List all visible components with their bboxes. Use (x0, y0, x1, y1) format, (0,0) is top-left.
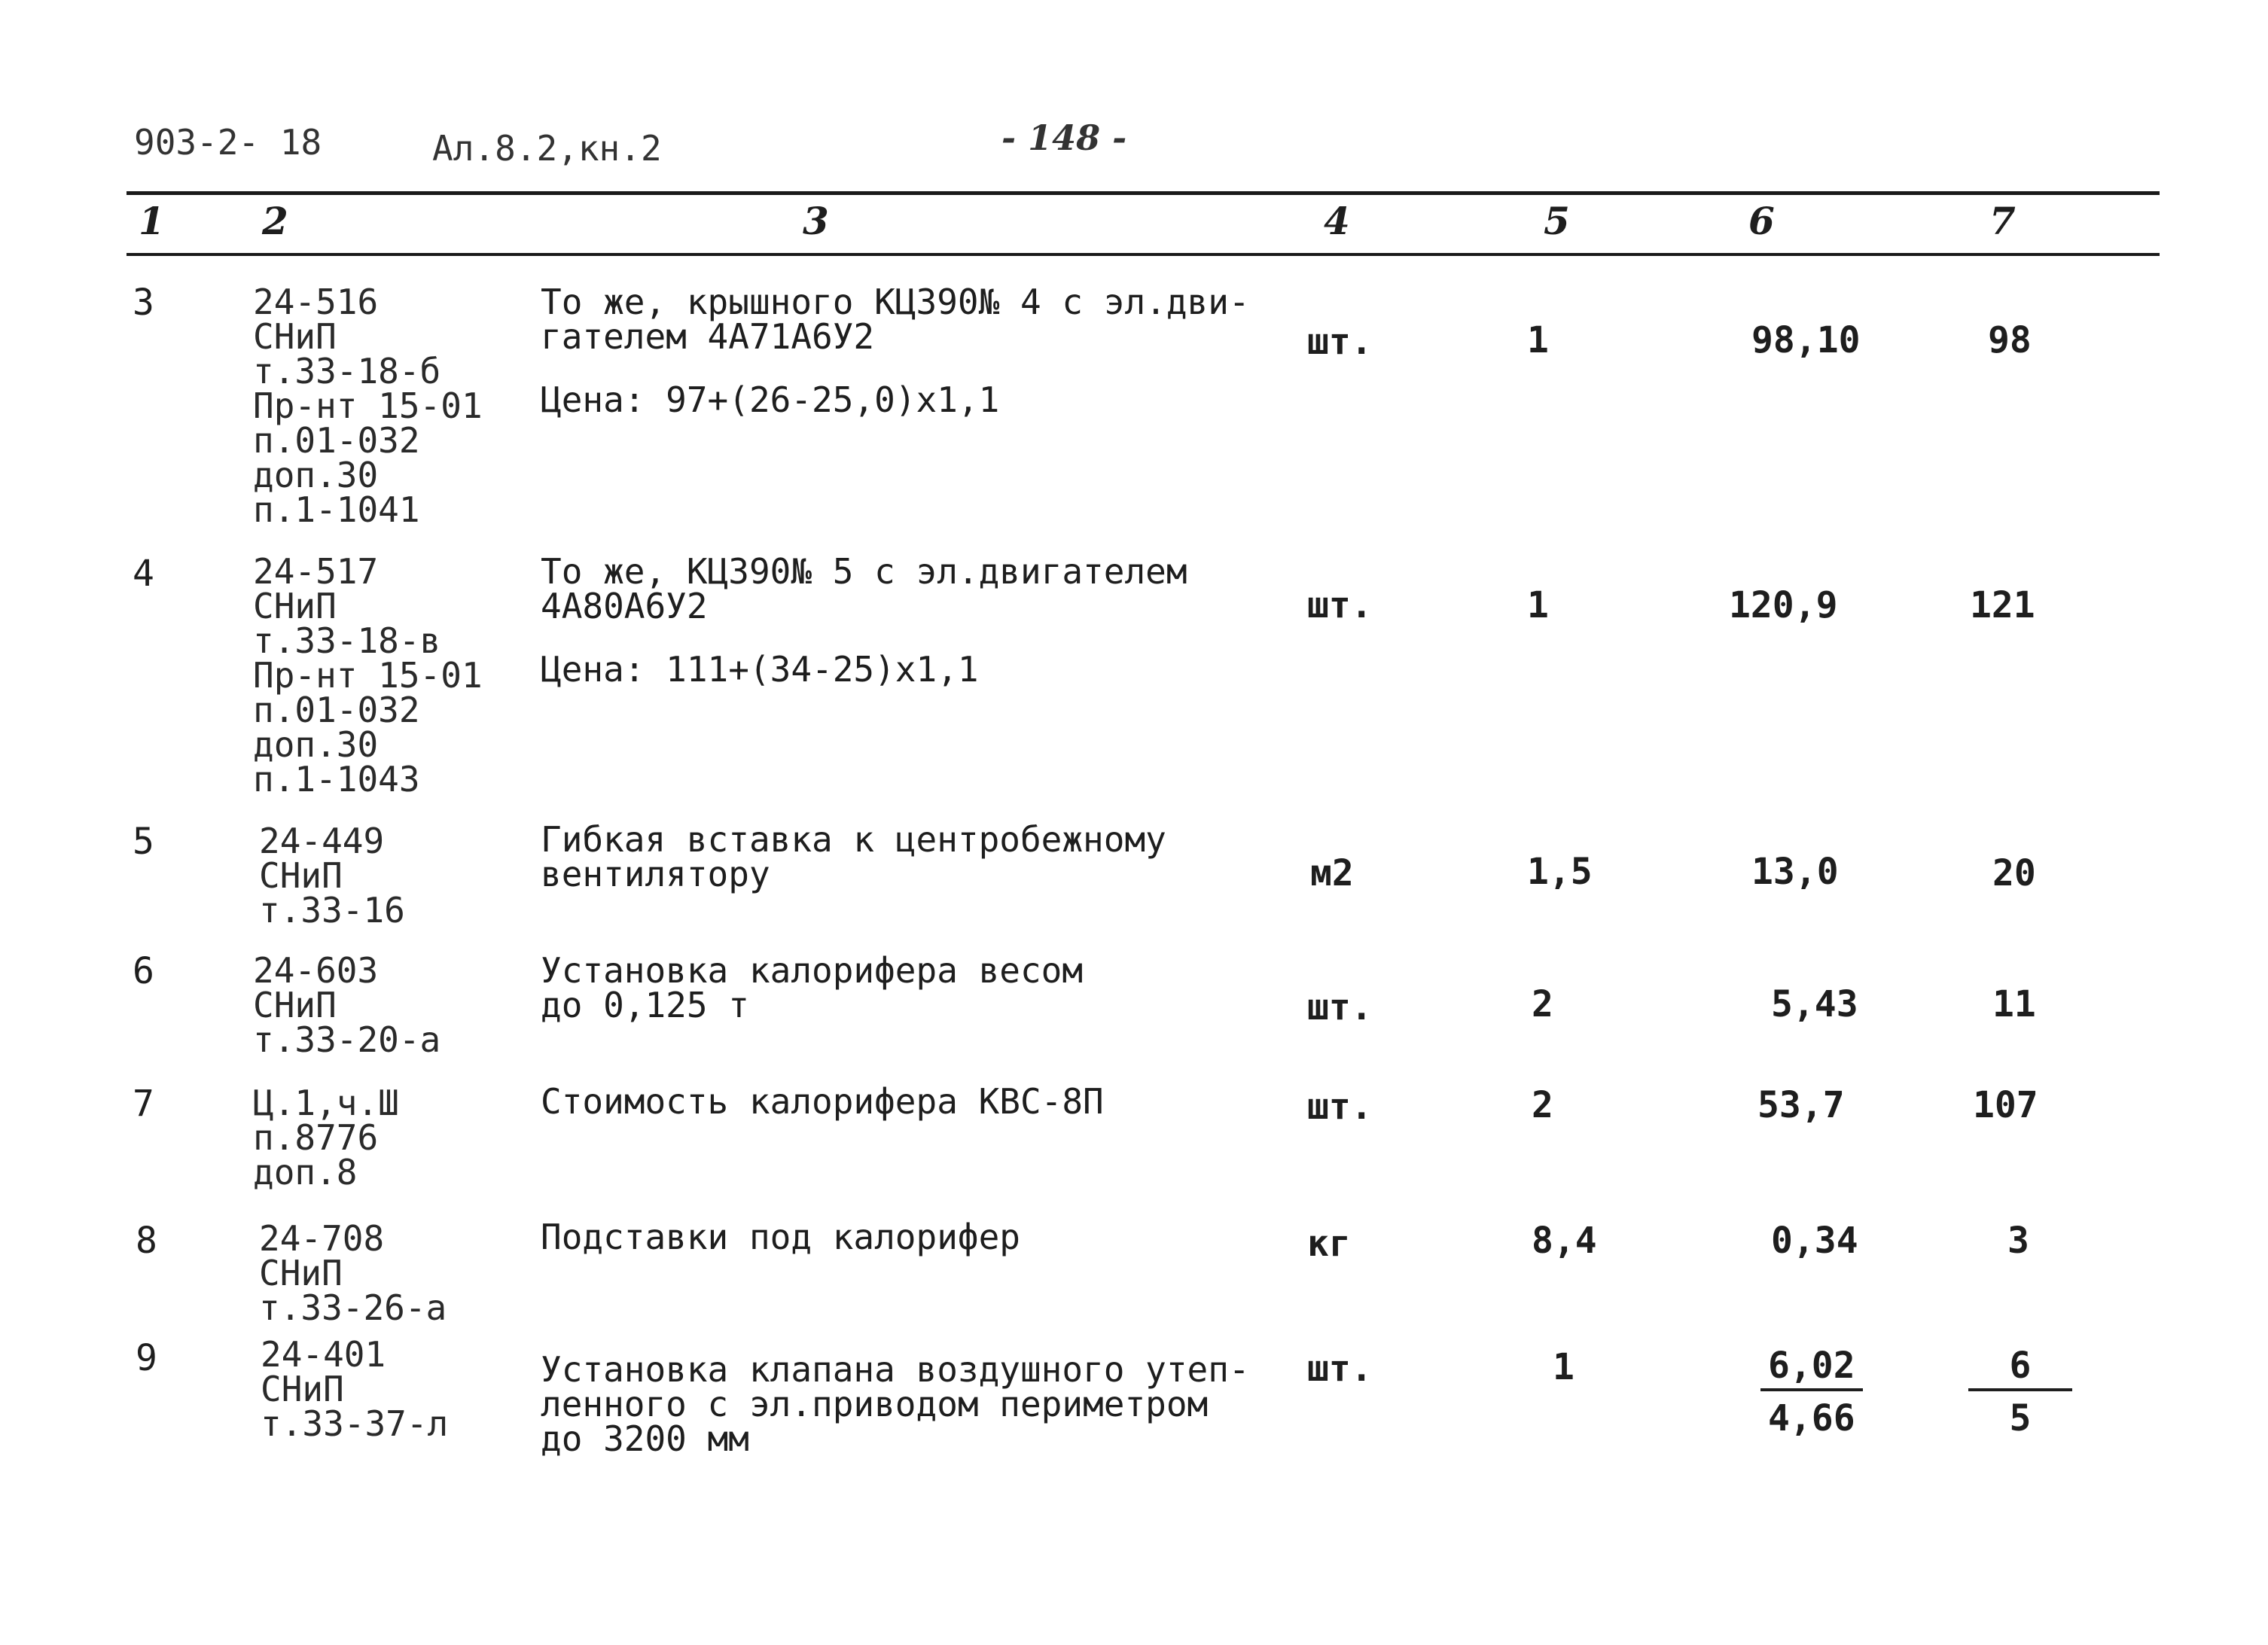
total-cost-numerator: 6 (1968, 1345, 2072, 1391)
header-rule (127, 253, 2160, 256)
column-number-4: 4 (1324, 199, 1350, 243)
unit-price: 0,34 (1771, 1220, 1858, 1262)
quantity: 1 (1527, 319, 1549, 361)
norm-reference: 24-516 СНиП т.33-18-б Пр-нт 15-01 п.01-032 доп.30 п.1-1041 (253, 282, 483, 530)
unit: шт. (1307, 1348, 1373, 1390)
quantity: 1,5 (1527, 851, 1593, 893)
unit: шт. (1307, 321, 1373, 363)
quantity: 2 (1532, 983, 1553, 1025)
norm-reference: 24-603 СНиП т.33-20-а (253, 950, 441, 1060)
quantity: 8,4 (1532, 1220, 1597, 1262)
work-description: Подставки под калорифер (541, 1217, 1020, 1257)
unit-price: 98,10 (1751, 319, 1861, 361)
norm-reference: Ц.1,ч.Ш п.8776 доп.8 (253, 1083, 399, 1193)
row-number: 6 (133, 950, 154, 992)
unit-price-fraction (1760, 1345, 1863, 1439)
total-cost-fraction (1968, 1345, 2072, 1439)
unit-price: 53,7 (1757, 1084, 1845, 1126)
unit-price-denominator: 4,66 (1768, 1397, 1855, 1439)
total-cost: 3 (2007, 1220, 2029, 1262)
total-cost: 98 (1988, 319, 2032, 361)
page-number: - 148 - (1001, 117, 1127, 158)
album-reference: Ал.8.2,кн.2 (432, 128, 662, 169)
unit: шт. (1307, 1086, 1373, 1128)
work-description: Установка калорифера весом до 0,125 т (541, 950, 1084, 1025)
norm-reference: 24-517 СНиП т.33-18-в Пр-нт 15-01 п.01-032 доп.30 п.1-1043 (253, 551, 483, 800)
row-number: 3 (133, 282, 154, 324)
work-description: Установка клапана воздушного утеп- ленного с эл.приводом периметром до 3200 мм (541, 1349, 1250, 1459)
row-number: 4 (133, 553, 154, 595)
column-number-5: 5 (1544, 199, 1570, 243)
unit: кг (1307, 1223, 1351, 1265)
quantity: 1 (1553, 1346, 1574, 1388)
total-cost-denominator: 5 (2009, 1397, 2032, 1439)
unit: м2 (1310, 852, 1354, 894)
norm-reference: 24-708 СНиП т.33-26-а (259, 1218, 447, 1328)
column-number-7: 7 (1989, 199, 2016, 243)
row-number: 5 (133, 821, 154, 863)
unit-price: 120,9 (1729, 584, 1838, 626)
norm-reference: 24-401 СНиП т.33-37-л (261, 1334, 449, 1444)
work-description: То же, КЦ390№ 5 с эл.двигателем 4А80А6У2 (541, 551, 1187, 626)
column-number-2: 2 (262, 199, 288, 243)
price-note: Цена: 111+(34-25)х1,1 (541, 649, 979, 690)
total-cost: 121 (1970, 584, 2035, 626)
top-rule (127, 191, 2160, 195)
row-number: 7 (133, 1083, 154, 1125)
quantity: 1 (1527, 584, 1549, 626)
row-number: 8 (136, 1220, 157, 1262)
unit-price-numerator: 6,02 (1760, 1345, 1863, 1391)
doc-number: 903-2- 18 (134, 122, 322, 163)
total-cost: 11 (1992, 983, 2036, 1025)
unit-price: 13,0 (1751, 851, 1839, 893)
total-cost: 20 (1992, 852, 2036, 894)
column-number-1: 1 (139, 199, 165, 243)
work-description: То же, крышного КЦ390№ 4 с эл.дви- гателем 4А71А6У2 (541, 282, 1250, 357)
unit-price: 5,43 (1771, 983, 1858, 1025)
unit: шт. (1307, 584, 1373, 626)
row-number: 9 (136, 1337, 157, 1379)
unit: шт. (1307, 986, 1373, 1028)
column-number-6: 6 (1748, 199, 1775, 243)
work-description: Гибкая вставка к центробежному вентилятору (541, 819, 1166, 894)
work-description: Стоимость калорифера КВС-8П (541, 1081, 1104, 1122)
price-note: Цена: 97+(26-25,0)х1,1 (541, 379, 1000, 420)
quantity: 2 (1532, 1084, 1553, 1126)
norm-reference: 24-449 СНиП т.33-16 (259, 821, 405, 931)
column-number-3: 3 (803, 199, 829, 243)
total-cost: 107 (1973, 1084, 2038, 1126)
